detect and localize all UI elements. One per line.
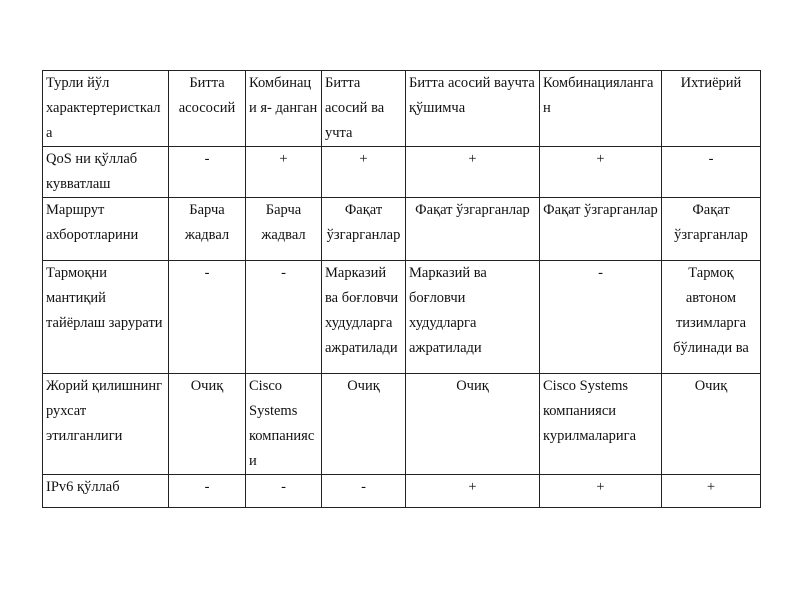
table-cell: Тармоқ автоном тизимларга бўлинади ва: [662, 261, 761, 374]
table-cell: Очиқ: [662, 374, 761, 475]
table-header-row: [43, 71, 761, 147]
table-row: [43, 475, 761, 508]
header-cell: Битта асососий: [169, 71, 246, 147]
table-cell: +: [662, 475, 761, 508]
row-label: IPv6 қўллаб: [43, 475, 169, 508]
table-cell: Фақат ўзгарганлар: [540, 198, 662, 261]
header-cell: Комбинацияланган: [540, 71, 662, 147]
table-cell: Марказий ва боғловчи худудларга ажратилади: [406, 261, 540, 374]
table-cell: Фақат ўзгарганлар: [322, 198, 406, 261]
table-row: [43, 198, 761, 261]
header-cell: Комбинаци я- данган: [246, 71, 322, 147]
table-row: [43, 261, 761, 374]
comparison-table: [42, 70, 761, 508]
table-cell: -: [540, 261, 662, 374]
header-cell: Турли йўл характертерисτкала: [43, 71, 169, 147]
table-cell: -: [169, 261, 246, 374]
table-cell: -: [169, 475, 246, 508]
header-cell: Битта асосий вaучта қўшимча: [406, 71, 540, 147]
row-label: Тармоқни мантиқий тайёрлаш зарурати: [43, 261, 169, 374]
table-row: [43, 147, 761, 198]
table-cell: -: [322, 475, 406, 508]
table-cell: +: [406, 475, 540, 508]
row-label: Жорий қилишнинг рухсат этилганлиги: [43, 374, 169, 475]
table-cell: Cisco Systems компанияси курилмаларига: [540, 374, 662, 475]
header-cell: Ихтиёрий: [662, 71, 761, 147]
table-cell: Cisco Systems компанияси: [246, 374, 322, 475]
table-cell: -: [246, 261, 322, 374]
table-cell: +: [540, 147, 662, 198]
table-cell: -: [169, 147, 246, 198]
table-cell: Марказий ва боғловчи худудларга ажратилади: [322, 261, 406, 374]
table-cell: Очиқ: [169, 374, 246, 475]
table-cell: +: [540, 475, 662, 508]
table-row: [43, 374, 761, 475]
table-cell: +: [246, 147, 322, 198]
table-cell: +: [322, 147, 406, 198]
header-cell: Битта асосий ва учта: [322, 71, 406, 147]
table-cell: -: [662, 147, 761, 198]
table-cell: Барча жадвал: [246, 198, 322, 261]
table-cell: Очиқ: [406, 374, 540, 475]
table-cell: Фақат ўзгарганлар: [406, 198, 540, 261]
table-cell: Фақат ўзгарганлар: [662, 198, 761, 261]
row-label: Маршрут ахборотларини: [43, 198, 169, 261]
table-cell: -: [246, 475, 322, 508]
table-cell: Очиқ: [322, 374, 406, 475]
table-cell: Барча жадвал: [169, 198, 246, 261]
row-label: QoS ни қўллаб кувватлаш: [43, 147, 169, 198]
table-cell: +: [406, 147, 540, 198]
